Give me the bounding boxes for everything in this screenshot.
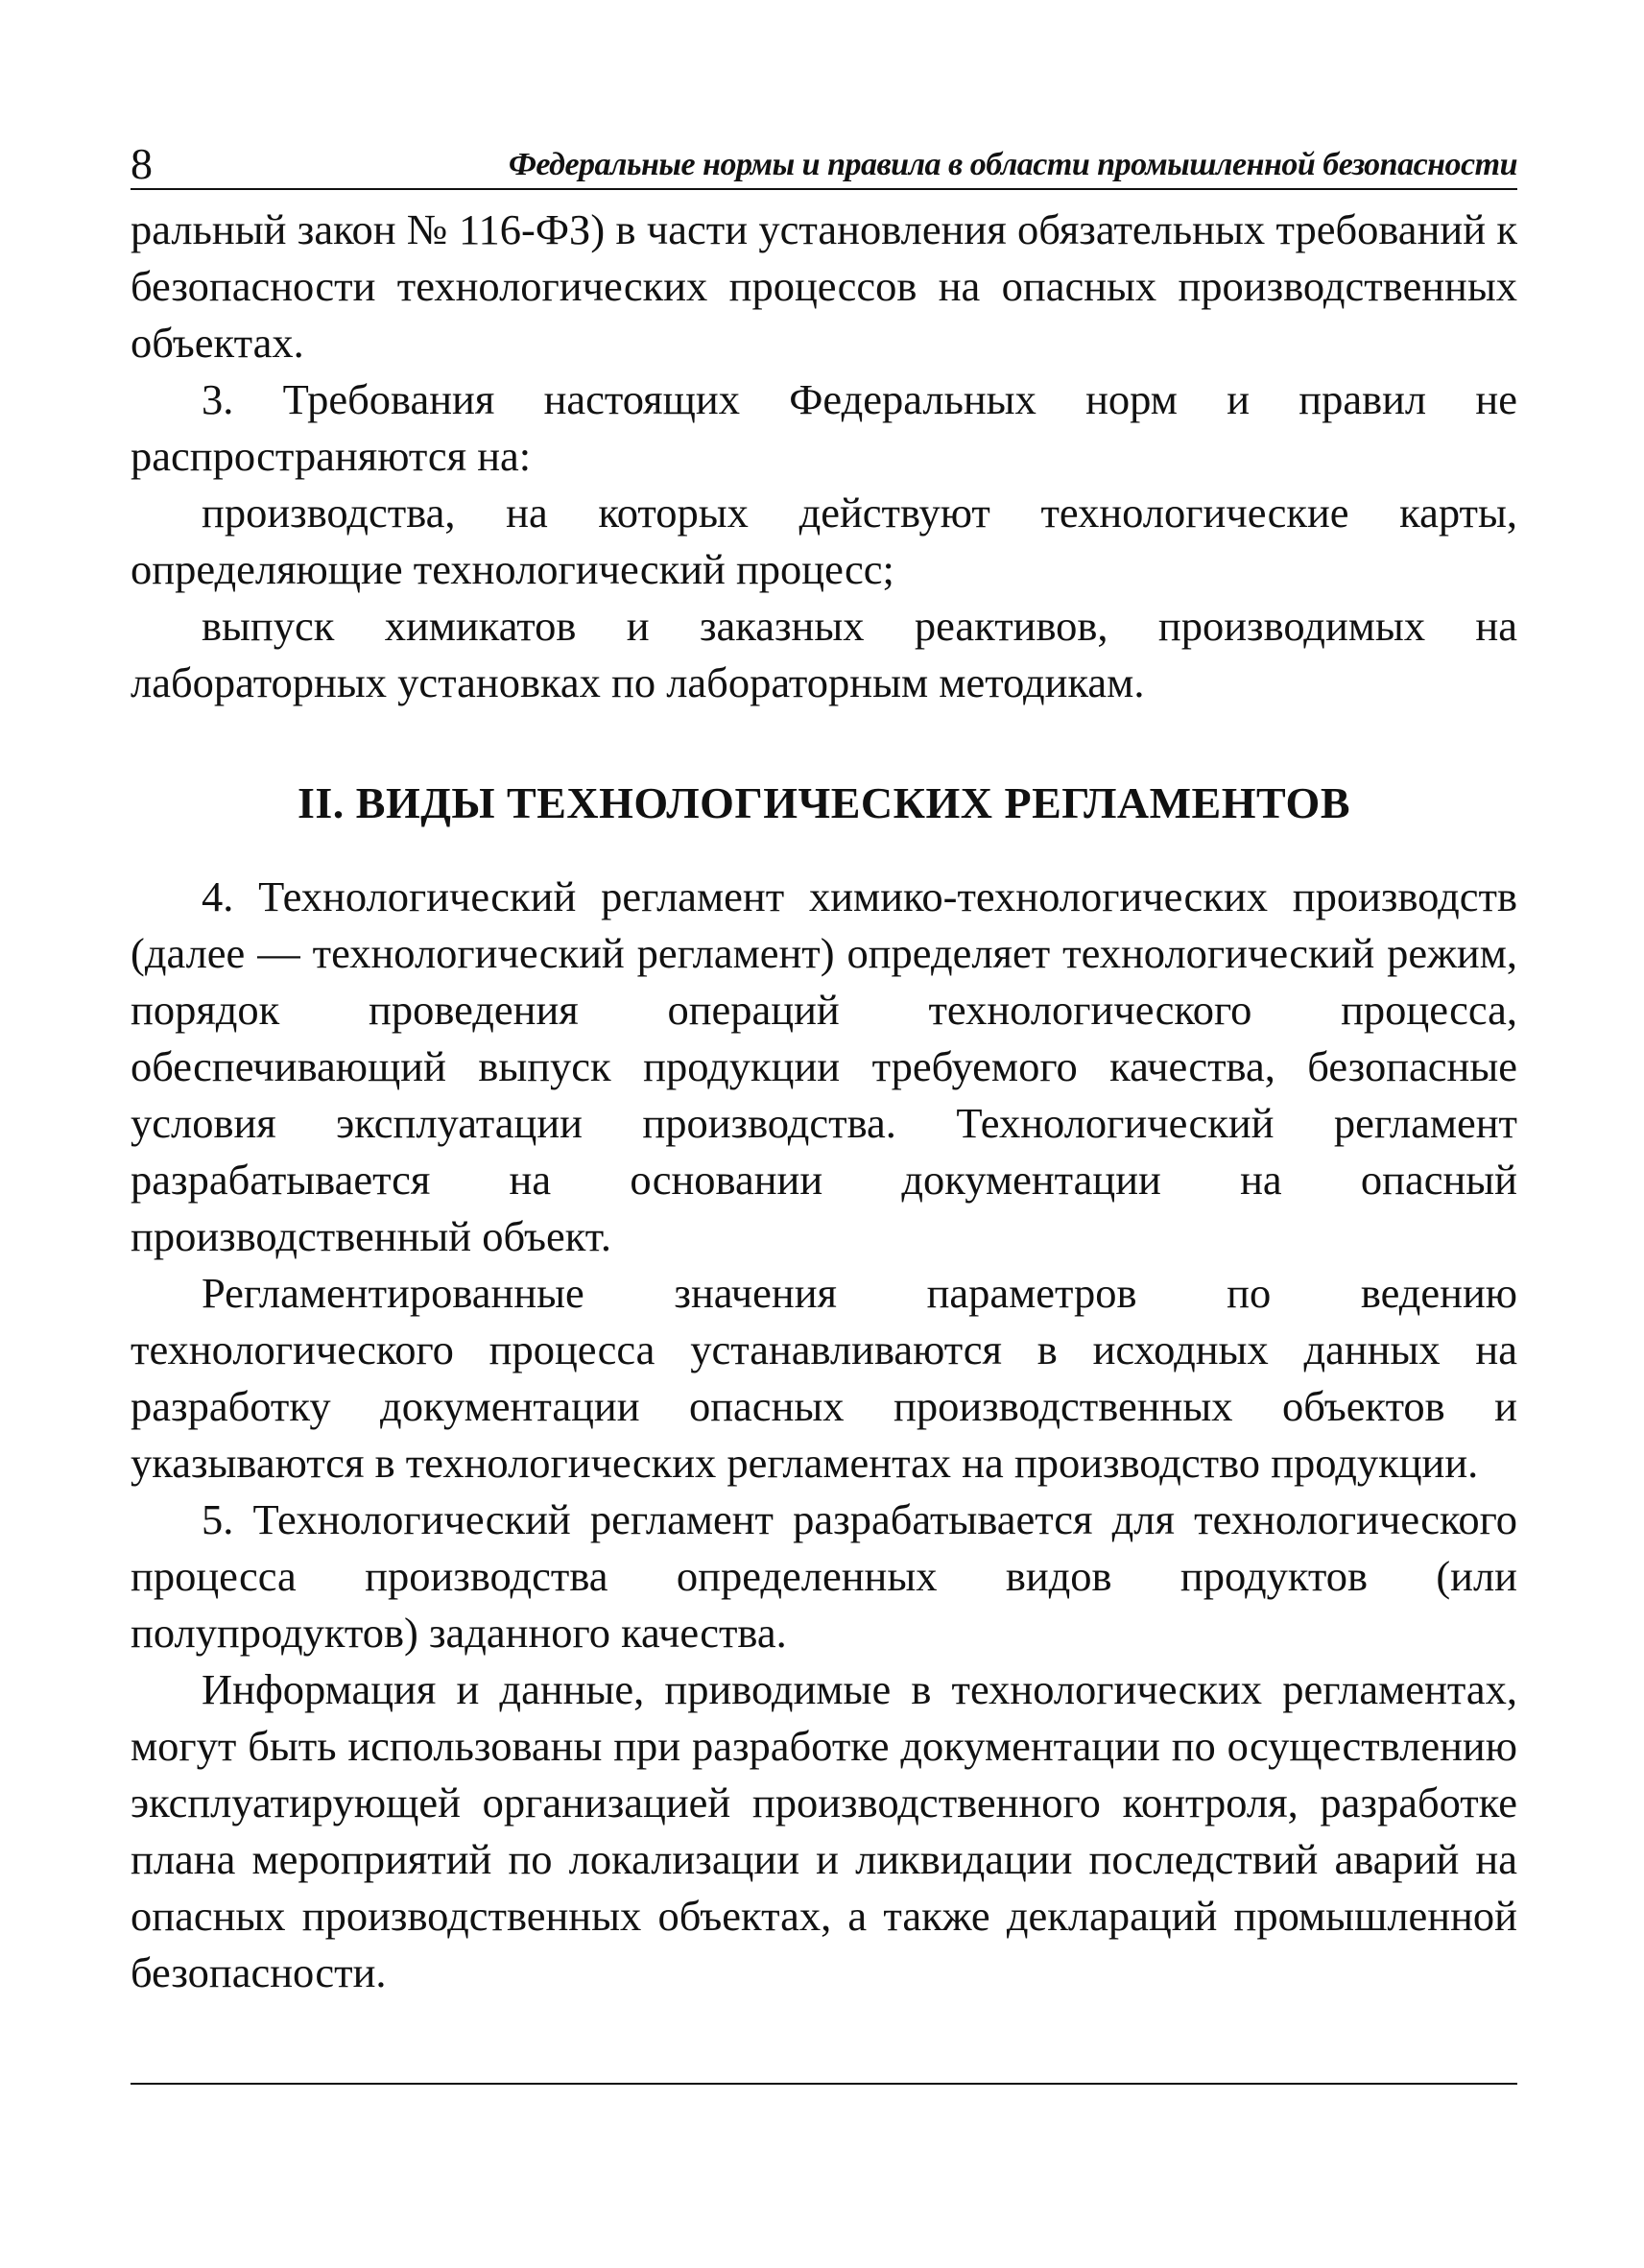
paragraph-item-5: 5. Технологический регламент разрабатывается для технологического процесса производства определенных видов продуктов (или полупродуктов) заданного качества. <box>131 1495 1517 1657</box>
document-page <box>131 139 1517 2001</box>
paragraph-exclusion-2: выпуск химикатов и заказных реактивов, производимых на лабораторных установках по лабораторным методикам. <box>131 602 1517 706</box>
footer-rule <box>131 2083 1517 2085</box>
body-text <box>131 202 1517 2001</box>
paragraph-information: Информация и данные, приводимые в технологических регламентах, могут быть использованы при разработке документации по осуществлению эксплуатирующей организацией производственного контроля, разработке плана мероприятий по локализации и ликвидации последствий аварий на опасных производственных объектах, а также деклараций промышленной безопасности. <box>131 1665 1517 1996</box>
running-title: Федеральные нормы и правила в области промышленной безопасности <box>508 147 1517 182</box>
page-number: 8 <box>131 139 153 188</box>
running-header <box>131 139 1517 190</box>
section-heading: II. ВИДЫ ТЕХНОЛОГИЧЕСКИХ РЕГЛАМЕНТОВ <box>297 778 1351 827</box>
paragraph-exclusion-1: производства, на которых действуют технологические карты, определяющие технологический процесс; <box>131 489 1517 593</box>
paragraph-continuation: ральный закон № 116-ФЗ) в части установления обязательных требований к безопасности технологических процессов на опасных производственных объектах. <box>131 205 1517 367</box>
paragraph-item-3: 3. Требования настоящих Федеральных норм и правил не распространяются на: <box>131 375 1517 480</box>
paragraph-item-4: 4. Технологический регламент химико-технологических производств (далее — технологический регламент) определяет технологический режим, порядок проведения операций технологического процесса, обеспечивающий выпуск продукции требуемого качества, безопасные условия эксплуатации производства. Технологический регламент разрабатывается на основании документации на опасный производственный объект. <box>131 872 1517 1260</box>
paragraph-parameters: Регламентированные значения параметров по ведению технологического процесса устанавливаются в исходных данных на разработку документации опасных производственных объектов и указываются в технологических регламентах на производство продукции. <box>131 1269 1517 1487</box>
